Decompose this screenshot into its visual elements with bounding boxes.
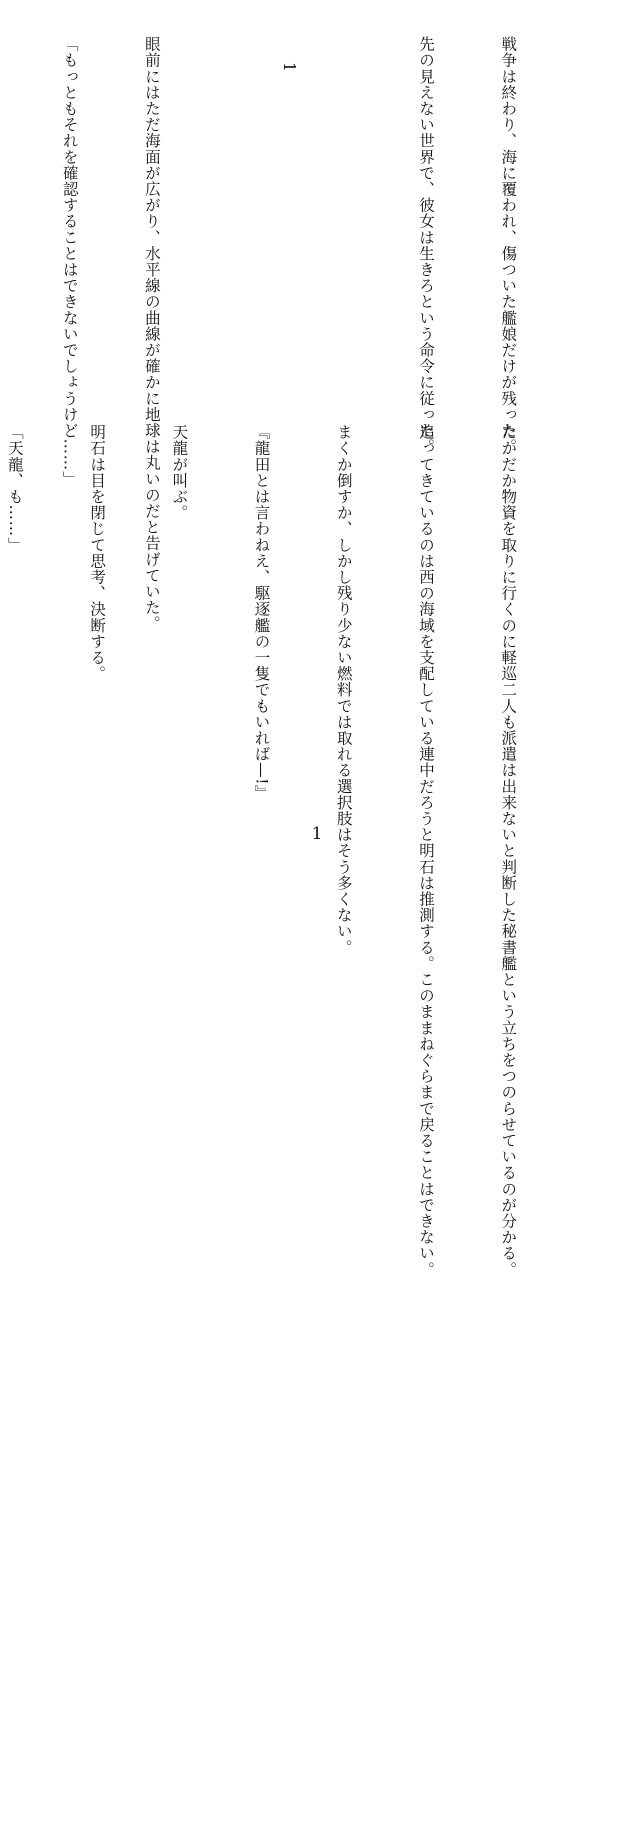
text-line: 「もっともそれを確認することはできないでしょうけど……」 <box>55 36 82 406</box>
text-line: 『龍田とは言わねえ、駆逐艦の一隻でもいれば—!』 <box>247 424 274 824</box>
novel-page <box>0 0 634 900</box>
text-line: 天龍が叫ぶ。 <box>165 424 192 824</box>
chapter-number: 1 <box>275 36 302 406</box>
text-line: 戦争は終わり、海に覆われ、傷ついた艦娘だけが残った。 <box>494 36 521 406</box>
text-line: 「天龍、も……」 <box>0 424 27 824</box>
text-line: 明石は目を閉じて思考、決断する。 <box>83 424 110 824</box>
text-line: 追ってきているのは西の海域を支配している連中だろうと明石は推測する。このままねぐらまで戻ることはできない。 <box>412 424 439 824</box>
text-line: 先の見えない世界で、彼女は生きろという命令に従った。 <box>412 36 439 406</box>
text-line: たかだか物資を取りに行くのに軽巡二人も派遣は出来ないと判断した秘書艦という立ちをつのらせているのが分かる。 <box>494 424 521 824</box>
page-number: 1 <box>0 824 634 844</box>
text-line: まくか倒すか、しかし残り少ない燃料では取れる選択肢はそう多くない。 <box>329 424 356 824</box>
text-block-lower <box>56 424 576 824</box>
text-block-upper <box>56 36 576 406</box>
text-line: 眼前にはただ海面が広がり、水平線の曲線が確かに地球は丸いのだと告げていた。 <box>138 36 165 406</box>
